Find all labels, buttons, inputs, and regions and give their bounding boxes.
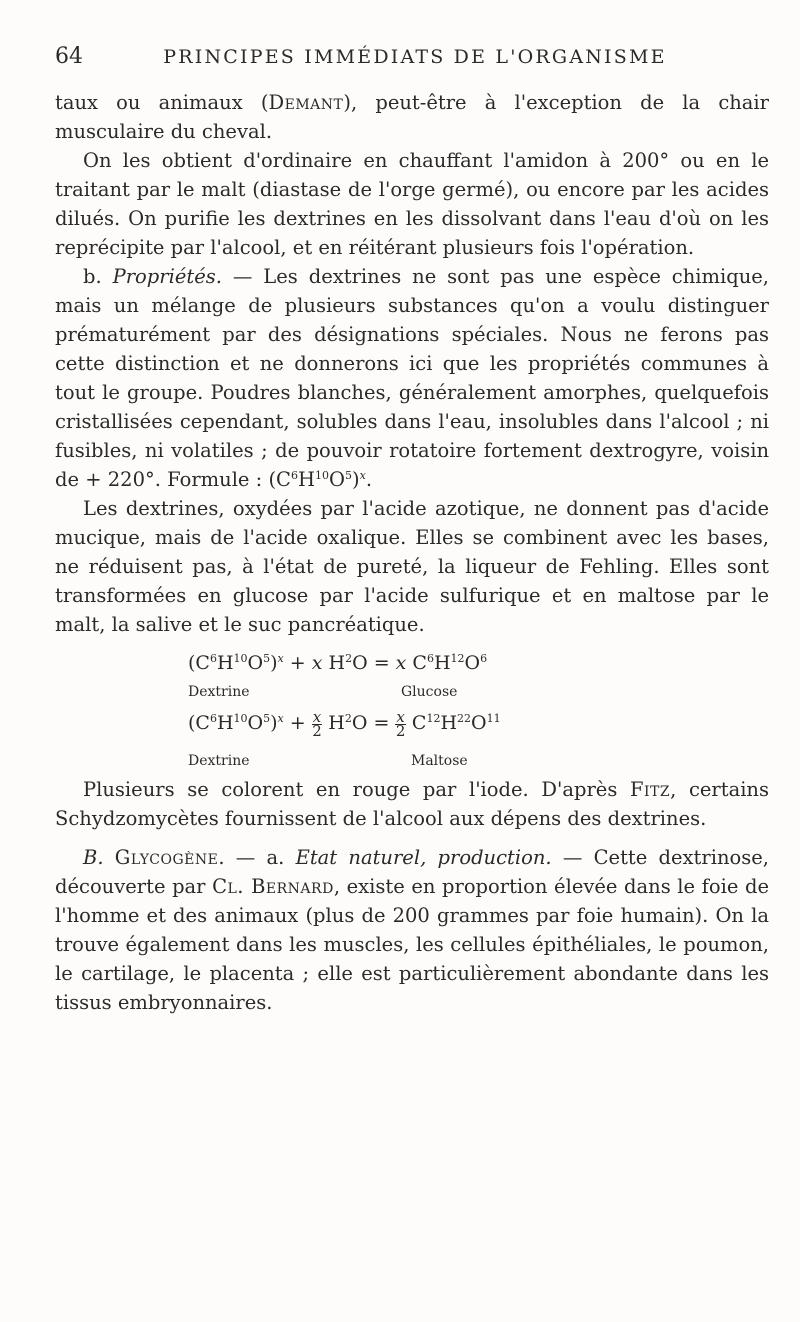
caption-glucose: Glucose	[401, 684, 458, 700]
equation-glucose: $(C^6H^{10}O^5)^x + x$ $H^2O = x$ $C^6H^{12}O^6$	[188, 652, 488, 674]
caption-dextrine-1: Dextrine	[188, 684, 250, 700]
section-title: Propriétés.	[112, 265, 222, 288]
section-title: Etat naturel, production.	[295, 846, 552, 869]
body-text	[55, 88, 769, 1017]
paragraph-iodine: Plusieurs se colorent en rouge par l'iode. D'après Fitz, certains Schydzomycètes fournissent de l'alcool aux dépens des dextrines.	[55, 778, 769, 830]
page-header	[55, 44, 775, 74]
paragraph-2: On les obtient d'ordinaire en chauffant l'amidon à 200° ou en le traitant par le malt (diastase de l'orge germé), ou encore par les acides dilués. On purifie les dextrines en les dissolvant dans l'eau d'où on les reprécipite par l'alcool, et en réitérant plusieurs fois l'opération.	[55, 149, 769, 259]
section-heading: Glycogène	[114, 846, 219, 869]
paragraph-properties: b. Propriétés. — Les dextrines ne sont pas une espèce chimique, mais un mélange de plusieurs substances qu'on a voulu distinguer prématurément par des désignations spéciales. Nous ne ferons pas cette distinction et ne donnerons ici que les propriétés communes à tout le groupe. Poudres blanches, généralement amorphes, quelquefois cristallisées cependant, solubles dans l'eau, insolubles dans l'alcool ; ni fusibles, ni volatiles ; de pouvoir rotatoire fortement dextrogyre, voisin de + 220°. Formule : $(C^6H^{10}O^5)^x$.	[55, 265, 769, 491]
author-name: Demant	[268, 91, 344, 114]
page-number: 64	[55, 44, 83, 69]
paragraph-reactions: Les dextrines, oxydées par l'acide azotique, ne donnent pas d'acide mucique, mais de l'acide oxalique. Elles se combinent avec les bases, ne réduisent pas, à l'état de pureté, la liqueur de Fehling. Elles sont transformées en glucose par l'acide sulfurique et en maltose par le malt, la salive et le suc pancréatique.	[55, 497, 769, 636]
equations	[55, 639, 769, 775]
paragraph-glycogen: B. Glycogène. — a. Etat naturel, production. — Cette dextrinose, découverte par Cl. Bernard, existe en proportion élevée dans le foie de l'homme et des animaux (plus de 200 grammes par foie humain). On la trouve également dans les muscles, les cellules épithéliales, le poumon, le cartilage, le placenta ; elle est particulièrement abondante dans les tissus embryonnaires.	[55, 846, 769, 1014]
paragraph-1: taux ou animaux (Demant), peut-être à l'exception de la chair musculaire du cheval.	[55, 91, 769, 143]
author-name: Cl. Bernard	[212, 875, 334, 898]
equation-maltose: $(C^6H^{10}O^5)^x$ + $\frac{x}{2}$ $H^2O$ = $\frac{x}{2}$ $C^{12}H^{22}O^{11}$	[188, 707, 501, 740]
caption-dextrine-2: Dextrine	[188, 753, 250, 769]
running-title: PRINCIPES IMMÉDIATS DE L'ORGANISME	[163, 46, 667, 68]
caption-maltose: Maltose	[411, 753, 468, 769]
formula: $(C^6H^{10}O^5)^x$.	[268, 468, 373, 491]
author-name: Fitz	[629, 778, 671, 801]
